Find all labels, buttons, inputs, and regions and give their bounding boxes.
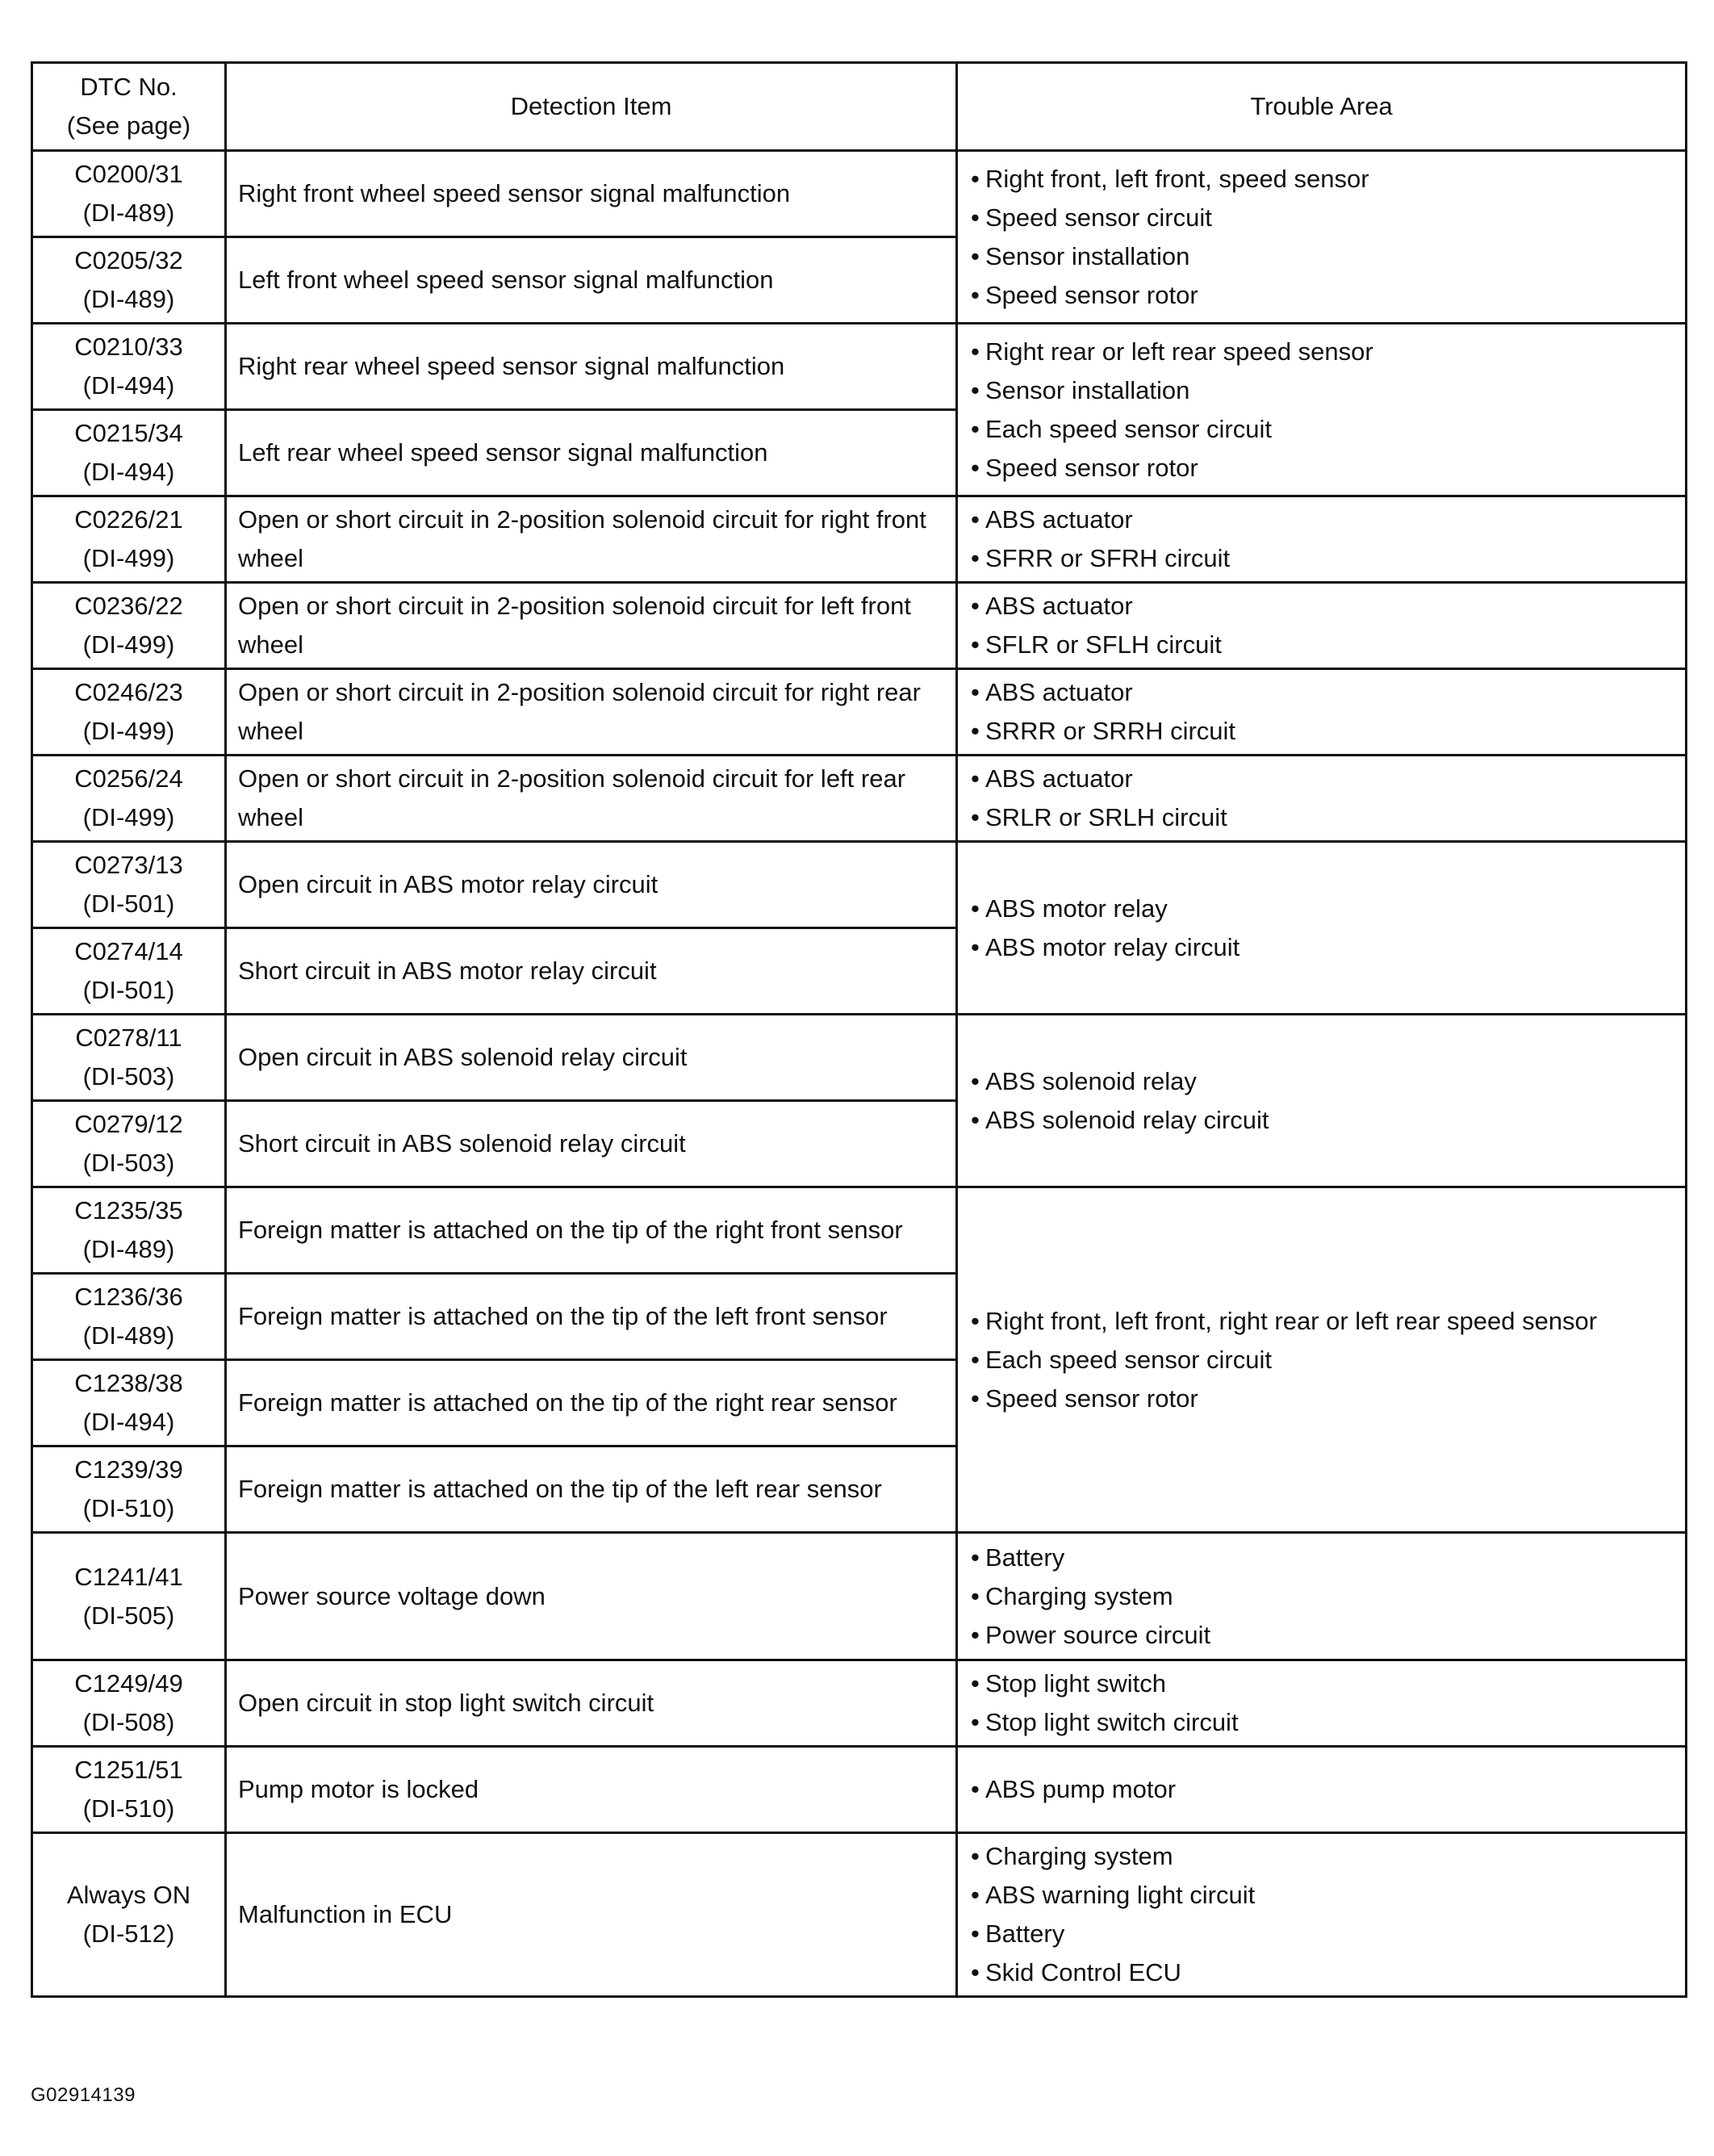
figure-id: G02914139 (31, 2084, 136, 2106)
detection-item: Foreign matter is attached on the tip of the right rear sensor (226, 1360, 957, 1446)
trouble-area-cell (957, 583, 1687, 669)
trouble-area-item: • Stop light switch (971, 1664, 1685, 1703)
trouble-area-cell (957, 1747, 1687, 1833)
dtc-code: C1235/35 (74, 1196, 183, 1225)
dtc-page-ref: (DI-508) (82, 1708, 175, 1736)
header-dtc-no-line2: (See page) (66, 111, 191, 140)
trouble-area-item: • Speed sensor rotor (971, 449, 1685, 488)
dtc-code-cell (32, 583, 226, 669)
table-row (32, 1660, 1687, 1747)
dtc-code-cell (32, 842, 226, 928)
dtc-code-cell (32, 1101, 226, 1187)
trouble-area-cell (957, 1660, 1687, 1747)
dtc-page-ref: (DI-503) (82, 1062, 175, 1091)
dtc-page-ref: (DI-494) (82, 1408, 175, 1436)
detection-item: Foreign matter is attached on the tip of the left front sensor (226, 1274, 957, 1360)
trouble-area-cell (957, 669, 1687, 756)
trouble-area-cell (957, 1015, 1687, 1187)
trouble-area-list (971, 1539, 1685, 1655)
trouble-area-item: • ABS actuator (971, 673, 1685, 712)
trouble-area-list (971, 500, 1685, 578)
table-row (32, 1533, 1687, 1660)
trouble-area-item: • ABS pump motor (971, 1770, 1685, 1809)
trouble-area-item: • ABS motor relay (971, 890, 1685, 928)
trouble-area-item: • SRRR or SRRH circuit (971, 712, 1685, 751)
dtc-code-cell (32, 1833, 226, 1997)
dtc-code: C1241/41 (74, 1562, 183, 1591)
dtc-page-ref: (DI-499) (82, 803, 175, 831)
table-row (32, 756, 1687, 842)
trouble-area-item: • Speed sensor rotor (971, 276, 1685, 315)
trouble-area-cell (957, 842, 1687, 1015)
dtc-code: C0205/32 (74, 246, 183, 274)
dtc-code: Always ON (66, 1881, 191, 1909)
trouble-area-item: • Power source circuit (971, 1616, 1685, 1655)
trouble-area-list (971, 890, 1685, 967)
detection-item: Foreign matter is attached on the tip of the left rear sensor (226, 1446, 957, 1533)
detection-item: Open or short circuit in 2-position solenoid circuit for left rear wheel (226, 756, 957, 842)
dtc-code-cell (32, 237, 226, 324)
dtc-page-ref: (DI-489) (82, 199, 175, 227)
table-row (32, 1187, 1687, 1274)
trouble-area-list (971, 673, 1685, 751)
dtc-page-ref: (DI-499) (82, 630, 175, 659)
detection-item: Open circuit in ABS solenoid relay circuit (226, 1015, 957, 1101)
trouble-area-list (971, 1062, 1685, 1140)
dtc-code: C0274/14 (74, 937, 183, 965)
trouble-area-list (971, 1837, 1685, 1992)
header-detection-item: Detection Item (226, 63, 957, 151)
detection-item: Open or short circuit in 2-position solenoid circuit for left front wheel (226, 583, 957, 669)
trouble-area-item: • ABS solenoid relay circuit (971, 1101, 1685, 1140)
trouble-area-cell (957, 151, 1687, 324)
table-header-row (32, 63, 1687, 151)
trouble-area-cell (957, 1187, 1687, 1533)
dtc-page-ref: (DI-501) (82, 890, 175, 918)
detection-item: Short circuit in ABS motor relay circuit (226, 928, 957, 1015)
trouble-area-item: • Speed sensor rotor (971, 1379, 1685, 1418)
dtc-code: C0236/22 (74, 592, 183, 620)
trouble-area-item: • SRLR or SRLH circuit (971, 798, 1685, 837)
dtc-code: C1236/36 (74, 1283, 183, 1311)
dtc-code-cell (32, 151, 226, 237)
detection-item: Open circuit in stop light switch circuit (226, 1660, 957, 1747)
dtc-code-cell (32, 1015, 226, 1101)
detection-item: Left rear wheel speed sensor signal malfunction (226, 410, 957, 496)
dtc-page-ref: (DI-510) (82, 1494, 175, 1522)
trouble-area-list (971, 1770, 1685, 1809)
dtc-page-ref: (DI-501) (82, 976, 175, 1004)
trouble-area-item: • ABS solenoid relay (971, 1062, 1685, 1101)
table-row (32, 1747, 1687, 1833)
detection-item: Malfunction in ECU (226, 1833, 957, 1997)
header-dtc-no-line1: DTC No. (80, 73, 178, 101)
dtc-page-ref: (DI-512) (82, 1919, 175, 1948)
trouble-area-list (971, 160, 1685, 315)
dtc-page-ref: (DI-494) (82, 371, 175, 400)
trouble-area-item: • SFRR or SFRH circuit (971, 539, 1685, 578)
detection-item: Open or short circuit in 2-position solenoid circuit for right rear wheel (226, 669, 957, 756)
trouble-area-cell (957, 1533, 1687, 1660)
trouble-area-item: • Each speed sensor circuit (971, 410, 1685, 449)
trouble-area-list (971, 760, 1685, 837)
dtc-page-ref: (DI-494) (82, 458, 175, 486)
table-row (32, 1833, 1687, 1997)
dtc-page-ref: (DI-510) (82, 1794, 175, 1823)
detection-item: Foreign matter is attached on the tip of the right front sensor (226, 1187, 957, 1274)
trouble-area-item: • ABS warning light circuit (971, 1876, 1685, 1915)
dtc-code-cell (32, 1187, 226, 1274)
trouble-area-item: • Right front, left front, speed sensor (971, 160, 1685, 199)
dtc-code-cell (32, 324, 226, 410)
trouble-area-cell (957, 756, 1687, 842)
trouble-area-item: • ABS actuator (971, 760, 1685, 798)
trouble-area-item: • SFLR or SFLH circuit (971, 626, 1685, 664)
dtc-code-cell (32, 1446, 226, 1533)
dtc-page-ref: (DI-489) (82, 1321, 175, 1350)
dtc-page-ref: (DI-489) (82, 1235, 175, 1263)
dtc-code: C0246/23 (74, 678, 183, 706)
trouble-area-item: • Right front, left front, right rear or left rear speed sensor (971, 1302, 1685, 1341)
dtc-page-ref: (DI-505) (82, 1601, 175, 1630)
detection-item: Right front wheel speed sensor signal malfunction (226, 151, 957, 237)
table-row (32, 1015, 1687, 1101)
dtc-code: C0256/24 (74, 764, 183, 793)
dtc-page-ref: (DI-499) (82, 544, 175, 572)
trouble-area-item: • Charging system (971, 1837, 1685, 1876)
trouble-area-item: • Battery (971, 1915, 1685, 1953)
dtc-code: C0273/13 (74, 851, 183, 879)
trouble-area-item: • Charging system (971, 1577, 1685, 1616)
trouble-area-item: • Sensor installation (971, 371, 1685, 410)
dtc-code-cell (32, 1660, 226, 1747)
trouble-area-item: • Skid Control ECU (971, 1953, 1685, 1992)
detection-item: Short circuit in ABS solenoid relay circuit (226, 1101, 957, 1187)
trouble-area-list (971, 333, 1685, 488)
trouble-area-list (971, 1664, 1685, 1742)
dtc-code-cell (32, 928, 226, 1015)
table-row (32, 151, 1687, 237)
header-dtc-no (32, 63, 226, 151)
trouble-area-item: • Each speed sensor circuit (971, 1341, 1685, 1379)
dtc-page-ref: (DI-503) (82, 1149, 175, 1177)
dtc-code: C0210/33 (74, 333, 183, 361)
dtc-code-cell (32, 410, 226, 496)
table-row (32, 583, 1687, 669)
trouble-area-item: • Battery (971, 1539, 1685, 1577)
detection-item: Open circuit in ABS motor relay circuit (226, 842, 957, 928)
table-row (32, 669, 1687, 756)
header-trouble-area: Trouble Area (957, 63, 1687, 151)
dtc-code-cell (32, 669, 226, 756)
trouble-area-cell (957, 496, 1687, 583)
dtc-code: C1249/49 (74, 1669, 183, 1698)
dtc-code: C0200/31 (74, 160, 183, 188)
trouble-area-item: • ABS actuator (971, 500, 1685, 539)
table-row (32, 496, 1687, 583)
trouble-area-item: • Speed sensor circuit (971, 199, 1685, 237)
table-row (32, 842, 1687, 928)
trouble-area-item: • ABS actuator (971, 587, 1685, 626)
dtc-code: C0226/21 (74, 505, 183, 534)
trouble-area-list (971, 1302, 1685, 1418)
dtc-code-cell (32, 1747, 226, 1833)
trouble-area-item: • Stop light switch circuit (971, 1703, 1685, 1742)
detection-item: Pump motor is locked (226, 1747, 957, 1833)
detection-item: Power source voltage down (226, 1533, 957, 1660)
dtc-table (31, 61, 1687, 1998)
dtc-page-ref: (DI-489) (82, 285, 175, 313)
dtc-code: C0215/34 (74, 419, 183, 447)
trouble-area-cell (957, 1833, 1687, 1997)
dtc-code: C0278/11 (75, 1024, 182, 1052)
dtc-code-cell (32, 1274, 226, 1360)
dtc-code-cell (32, 496, 226, 583)
detection-item: Open or short circuit in 2-position solenoid circuit for right front wheel (226, 496, 957, 583)
detection-item: Right rear wheel speed sensor signal malfunction (226, 324, 957, 410)
dtc-page-ref: (DI-499) (82, 717, 175, 745)
dtc-code: C0279/12 (74, 1110, 183, 1138)
trouble-area-cell (957, 324, 1687, 496)
trouble-area-item: • ABS motor relay circuit (971, 928, 1685, 967)
dtc-code: C1239/39 (74, 1455, 183, 1484)
trouble-area-item: • Sensor installation (971, 237, 1685, 276)
dtc-code: C1251/51 (74, 1756, 183, 1784)
dtc-table-container (31, 61, 1685, 1998)
dtc-code-cell (32, 1360, 226, 1446)
dtc-code-cell (32, 756, 226, 842)
dtc-code-cell (32, 1533, 226, 1660)
table-row (32, 324, 1687, 410)
trouble-area-list (971, 587, 1685, 664)
dtc-code: C1238/38 (74, 1369, 183, 1397)
detection-item: Left front wheel speed sensor signal malfunction (226, 237, 957, 324)
trouble-area-item: • Right rear or left rear speed sensor (971, 333, 1685, 371)
